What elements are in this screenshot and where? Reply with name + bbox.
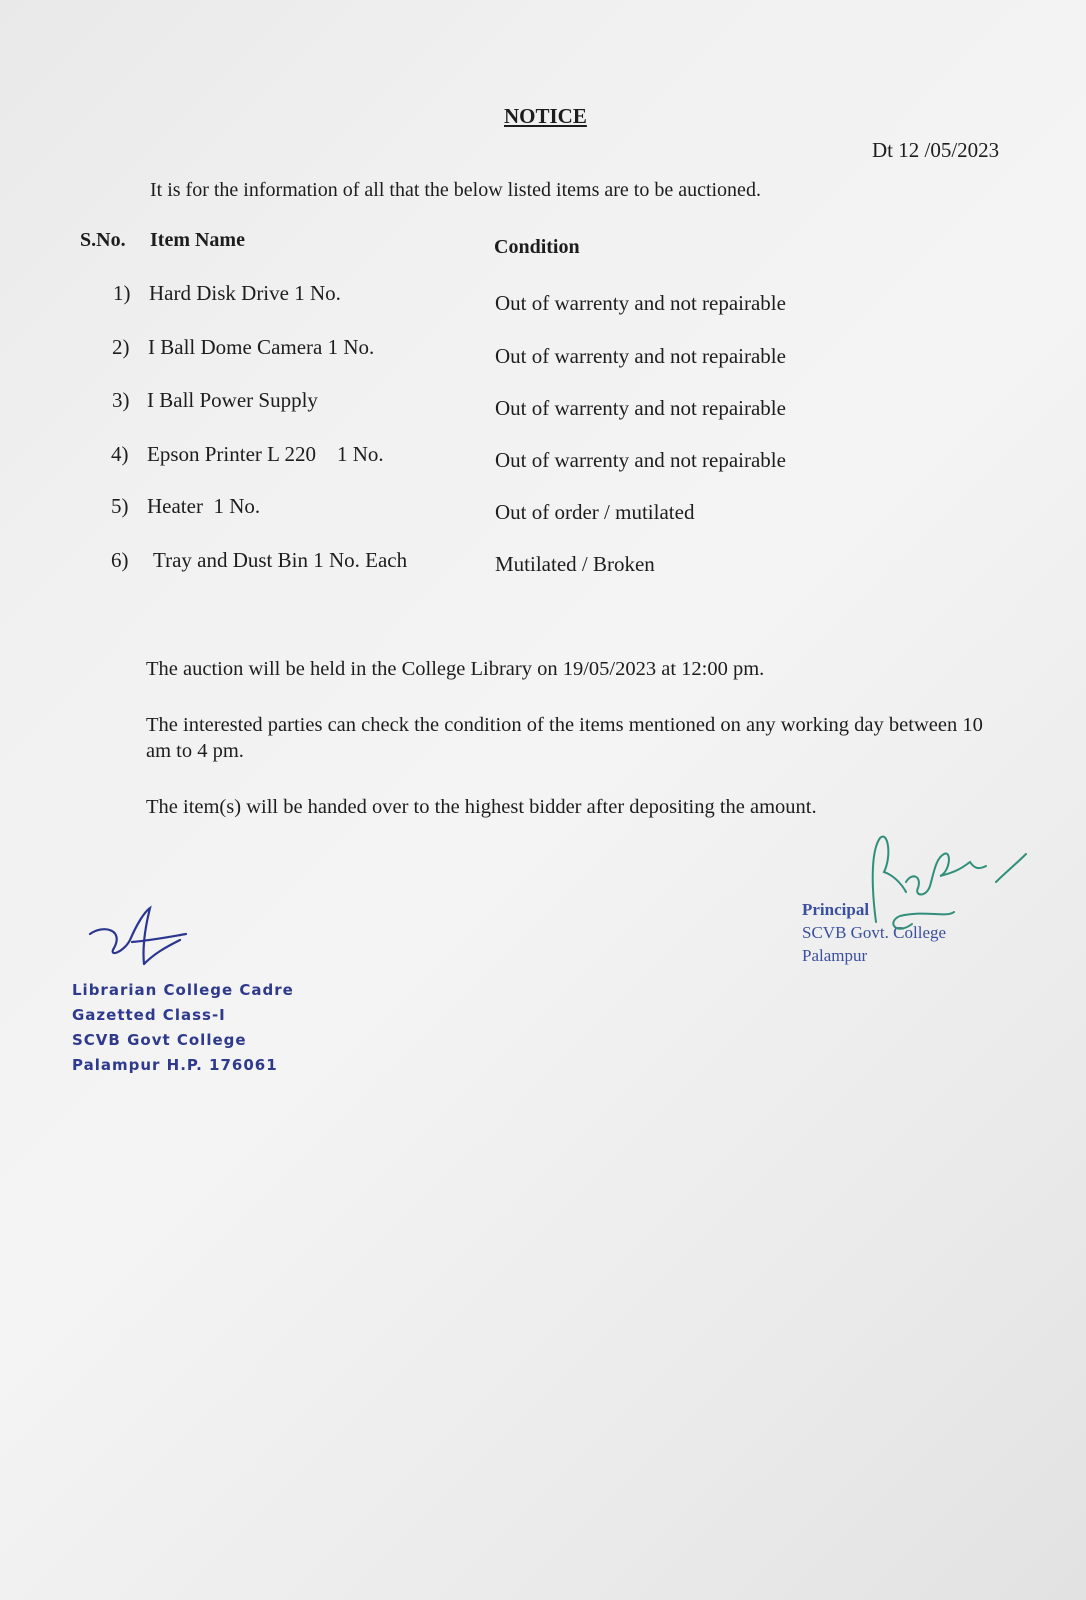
librarian-stamp-line: Palampur H.P. 176061 [72,1056,278,1074]
principal-stamp-line: SCVB Govt. College [802,923,947,942]
notice-date: Dt 12 /05/2023 [872,138,1000,162]
row-condition: Out of warrenty and not repairable [495,344,786,368]
librarian-stamp [72,978,294,1078]
intro-text: It is for the information of all that the below listed items are to be auctioned. [150,179,761,201]
row-item: Heater 1 No. [147,494,261,518]
row-sno: 3) [112,388,130,412]
header-condition: Condition [494,236,580,258]
row-condition: Out of order / mutilated [495,500,695,524]
librarian-stamp-line: SCVB Govt College [72,1031,247,1049]
inspection-text: The interested parties can check the condition of the items mentioned on any working day between 10 am to 4 pm. [146,714,983,762]
row-sno: 4) [111,442,129,466]
notice-title: NOTICE [504,104,587,128]
header-item-name: Item Name [150,229,245,251]
row-item: Tray and Dust Bin 1 No. Each [153,548,408,572]
row-condition: Mutilated / Broken [495,552,655,576]
librarian-stamp-line: Gazetted Class-I [72,1006,226,1024]
row-sno: 2) [112,335,130,359]
row-condition: Out of warrenty and not repairable [495,396,786,420]
row-condition: Out of warrenty and not repairable [495,448,786,472]
handover-text: The item(s) will be handed over to the highest bidder after depositing the amount. [146,796,817,818]
principal-stamp-line: Palampur [802,946,868,965]
principal-stamp-line: Principal [802,900,870,919]
librarian-stamp-line: Librarian College Cadre [72,981,294,999]
row-condition: Out of warrenty and not repairable [495,291,786,315]
row-item: I Ball Dome Camera 1 No. [148,335,375,359]
row-item: Hard Disk Drive 1 No. [149,281,341,305]
auction-details-text: The auction will be held in the College Library on 19/05/2023 at 12:00 pm. [146,658,765,680]
row-item: Epson Printer L 220 1 No. [147,442,384,466]
librarian-signature [84,904,194,974]
header-sno: S.No. [80,229,126,251]
principal-signature [866,832,1026,962]
row-sno: 5) [111,494,129,518]
row-sno: 1) [113,281,131,305]
row-sno: 6) [111,548,129,572]
row-item: I Ball Power Supply [147,388,318,412]
